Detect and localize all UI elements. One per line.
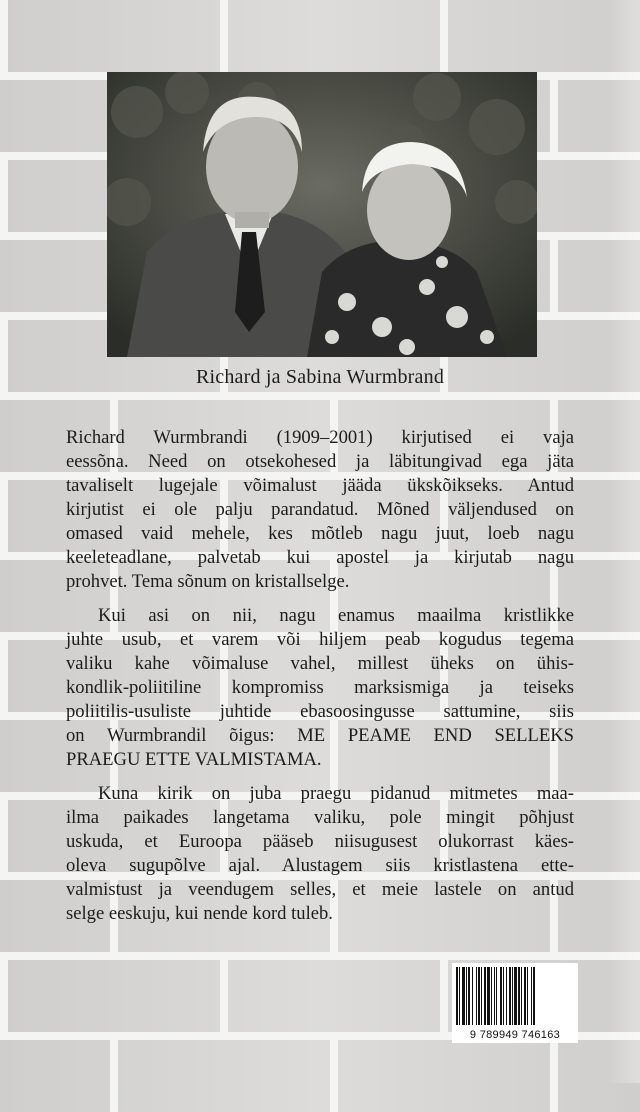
barcode-bar	[459, 967, 460, 1025]
text-line: oleva sugupõlve ajal. Alustagem siis kristlastena ette-	[66, 855, 574, 876]
barcode-bar	[527, 967, 528, 1025]
text-line: on Wurmbrandil õigus: ME PEAME END SELLEKS	[66, 725, 574, 746]
barcode-bar	[476, 967, 477, 1025]
barcode-bar	[462, 967, 465, 1025]
spine-edge	[606, 0, 640, 1083]
portrait-photo-icon	[107, 72, 537, 357]
text-line: PRAEGU ETTE VALMISTAMA.	[66, 749, 322, 770]
text-line: Kui asi on nii, nagu enamus maailma kristlikke	[98, 605, 574, 626]
brick-joint	[550, 1040, 558, 1112]
brick-joint	[0, 800, 8, 872]
text-line: uskuda, et Euroopa pääseb niisugusest olukorrast käes-	[66, 831, 574, 852]
brick-joint	[440, 960, 448, 1032]
brick-joint	[0, 640, 8, 712]
barcode-bar	[514, 967, 517, 1025]
text-line: juhte usub, et varem või hiljem peab kogudus tegema	[66, 629, 574, 650]
barcode-bar	[491, 967, 492, 1025]
barcode-bar	[521, 967, 522, 1025]
brick-joint	[550, 240, 558, 312]
barcode-bar	[506, 967, 507, 1025]
brick-joint	[440, 0, 448, 72]
barcode-bar	[481, 967, 482, 1025]
barcode-bar	[494, 967, 495, 1025]
brick-joint	[550, 80, 558, 152]
brick-joint	[0, 0, 8, 72]
brick-joint	[220, 960, 228, 1032]
text-line: omased vaid mehele, kes mõtleb nagu juut, loeb nagu	[66, 523, 574, 544]
barcode-bar	[487, 967, 490, 1025]
barcode-bar	[509, 967, 511, 1025]
barcode-bar	[518, 967, 520, 1025]
barcode-bar	[466, 967, 467, 1025]
text-line: valiku kahe võimaluse vahel, millest üheks on ühis-	[66, 653, 574, 674]
paragraph-1	[66, 426, 574, 594]
text-line: Richard Wurmbrandi (1909–2001) kirjutised ei vaja	[66, 427, 574, 448]
portrait-photo	[107, 72, 537, 357]
barcode-bar	[478, 967, 480, 1025]
barcode-bar	[524, 967, 526, 1025]
paragraph-2	[66, 604, 574, 772]
barcode-bar	[456, 967, 458, 1025]
brick-joint	[110, 1040, 118, 1112]
barcode-bar	[512, 967, 513, 1025]
brick-joint	[0, 960, 8, 1032]
text-line: poliitilis-usuliste juhtide ebasoosingusse sattumine, siis	[66, 701, 574, 722]
barcode-bar	[468, 967, 470, 1025]
brick-joint	[330, 1040, 338, 1112]
text-line: eessõna. Need on otsekohesed ja läbitungivad ega jäta	[66, 451, 574, 472]
barcode-bar	[496, 967, 497, 1025]
barcode-icon	[452, 963, 578, 1027]
barcode-bar	[533, 967, 535, 1025]
description-text	[66, 426, 574, 936]
text-line: prohvet. Tema sõnum on kristallselge.	[66, 571, 350, 592]
barcode-bar	[484, 967, 486, 1025]
text-line: keeleteadlane, palvetab kui apostel ja kirjutab nagu	[66, 547, 574, 568]
text-line: kondlik-poliitiline kompromiss marksismiga ja teiseks	[66, 677, 574, 698]
barcode-bar	[500, 967, 502, 1025]
barcode-bar	[472, 967, 473, 1025]
brick-joint	[220, 0, 228, 72]
paragraph-3	[66, 782, 574, 926]
brick-joint	[0, 480, 8, 552]
isbn-number: 9 789949 746163	[469, 1029, 561, 1041]
brick-row	[0, 0, 640, 72]
text-line: valmistust ja veendugem selles, et meie lastele on antud	[66, 879, 574, 900]
barcode-bar	[503, 967, 504, 1025]
text-line: Kuna kirik on juba praegu pidanud mitmetes maa-	[98, 783, 574, 804]
brick-row	[0, 1040, 640, 1112]
isbn-barcode	[452, 963, 578, 1043]
barcode-bar	[531, 967, 532, 1025]
text-line: tavaliselt lugejale võimalust jääda ükskõikseks. Antud	[66, 475, 574, 496]
text-line: ilma paikades langetama valiku, pole mingit põhjust	[66, 807, 574, 828]
text-line: selge eeskuju, kui nende kord tuleb.	[66, 903, 333, 924]
text-line: kirjutist ei ole palju parandatud. Mõned väljendused on	[66, 499, 574, 520]
brick-joint	[0, 160, 8, 232]
photo-caption: Richard ja Sabina Wurmbrand	[195, 366, 445, 388]
